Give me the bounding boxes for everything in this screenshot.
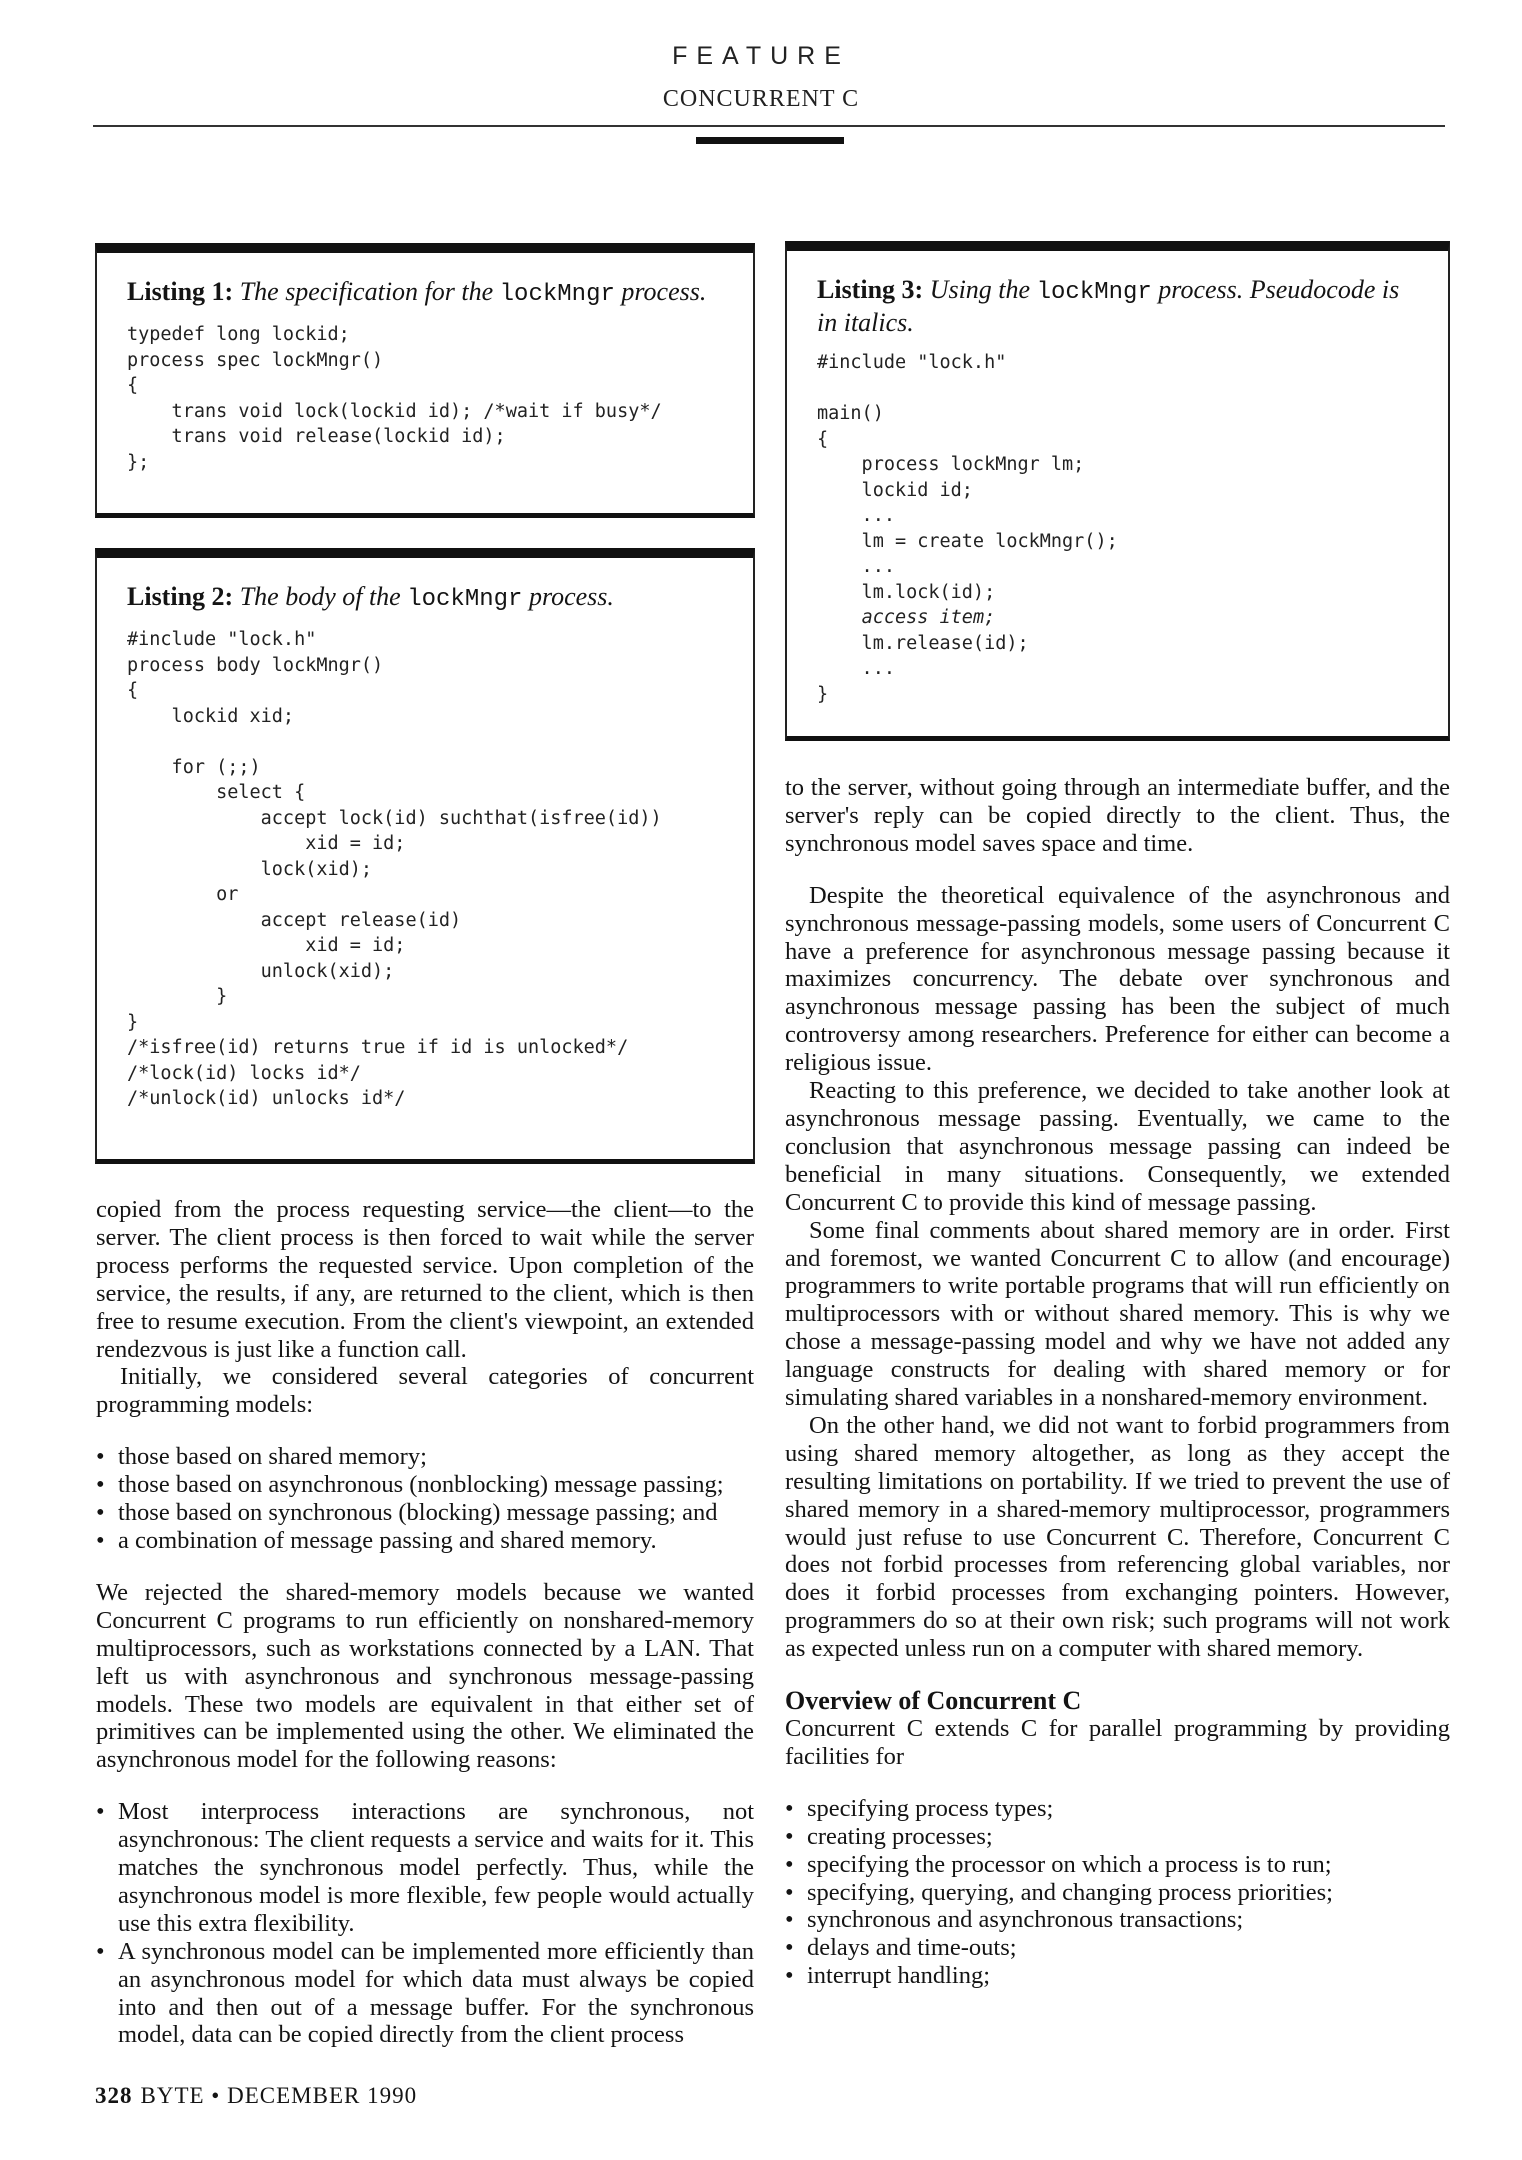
features-list (785, 1795, 1450, 1990)
listing-3-title (817, 275, 1420, 338)
left-column (96, 1196, 754, 2049)
listing-1 (95, 243, 755, 518)
list-item: • those based on asynchronous (nonblocking) message passing; (96, 1471, 754, 1499)
publication-line: BYTE • DECEMBER 1990 (140, 2083, 418, 2108)
left-paragraph-2: Initially, we considered several categories of concurrent programming models: (96, 1363, 754, 1419)
list-item: • creating processes; (785, 1823, 1450, 1851)
header-rule (93, 125, 1445, 127)
list-item: • A synchronous model can be implemented more efficiently than an asynchronous model for which data must always be copied into and then out of a message buffer. For the synchronous model, data can be copied directly from the client process (96, 1938, 754, 2050)
listing-2-desc: The body of the (239, 582, 401, 611)
right-paragraph-3: Reacting to this preference, we decided to take another look at asynchronous message passing. Eventually, we came to the conclusion that asynchronous message passing can indeed be beneficial in many situations. Consequently, we extended Concurrent C to provide this kind of message passing. (785, 1077, 1450, 1216)
listing-2-label: Listing 2: (127, 582, 234, 611)
listing-1-desc: The specification for the (239, 277, 494, 306)
right-paragraph-6: Concurrent C extends C for parallel programming by providing facilities for (785, 1715, 1450, 1770)
list-item: • those based on shared memory; (96, 1443, 754, 1471)
footer (95, 2083, 417, 2109)
listing-2-mono: lockMngr (407, 586, 523, 613)
listing-2 (95, 548, 755, 1164)
list-item: • specifying, querying, and changing process priorities; (785, 1879, 1450, 1907)
listing-1-mono: lockMngr (499, 281, 615, 308)
listing-3-mono: lockMngr (1036, 279, 1152, 306)
listing-1-code: typedef long lockid; process spec lockMngr() { trans void lock(lockid id); /*wait if busy*/ trans void release(lockid id); }; (127, 324, 662, 473)
listing-3 (785, 241, 1450, 741)
listing-3-desc-end: process. Pseudocode is in italics. (817, 275, 1400, 337)
header-feature: FEATURE (672, 42, 850, 70)
listing-3-code-part-b: lm.release(id); ... } (817, 632, 1029, 705)
listing-3-code (817, 350, 1420, 707)
section-heading: Overview of Concurrent C (785, 1686, 1082, 1716)
listing-3-desc: Using the (929, 275, 1031, 304)
header-accent-bar (696, 137, 844, 144)
listing-3-pseudocode: access item; (861, 607, 996, 628)
listing-1-title (127, 277, 725, 310)
right-paragraph-5: On the other hand, we did not want to forbid programmers from using shared memory altogether, as long as they accept the resulting limitations on portability. If we tried to prevent the use of shared memory in a shared-memory multiprocessor, programmers would just refuse to use Concurrent C. Therefore, Concurrent C does not forbid processes from referencing global variables, nor does it forbid processes from exchanging pointers. However, programmers do so at their own risk; such programs will not work as expected unless run on a computer with shared memory. (785, 1411, 1450, 1663)
left-paragraph-3: We rejected the shared-memory models because we wanted Concurrent C programs to run efficiently on nonshared-memory multiprocessors, such as workstations connected by a LAN. That left us with asynchronous and synchronous message-passing models. These two models are equivalent in that either set of primitives can be implemented using the other. We eliminated the asynchronous model for the following reasons: (96, 1578, 754, 1774)
listing-1-desc-end: process. (621, 277, 707, 306)
list-item: • specifying process types; (785, 1795, 1450, 1823)
list-item: • specifying the processor on which a process is to run; (785, 1851, 1450, 1879)
left-paragraph-1: copied from the process requesting service—the client—to the server. The client process is then forced to wait while the server process performs the requested service. Upon completion of the service, the results, if any, are returned to the client, which is then free to resume execution. From the client's viewpoint, an extended rendezvous is just like a function call. (96, 1196, 754, 1363)
listing-2-desc-end: process. (528, 582, 614, 611)
listing-1-label: Listing 1: (127, 277, 234, 306)
right-column (785, 774, 1450, 1990)
models-list (96, 1443, 754, 1555)
right-paragraph-1: to the server, without going through an intermediate buffer, and the server's reply can be copied directly to the client. Thus, the synchronous model saves space and time. (785, 774, 1450, 857)
page-number: 328 (95, 2083, 133, 2108)
listing-3-code-part-a: #include "lock.h" main() { process lockMngr lm; lockid id; ... lm = create lockMngr(); ... lm.lock(id); (817, 352, 1118, 603)
listing-2-code: #include "lock.h" process body lockMngr() { lockid xid; for (;;) select { accept lock(id) suchthat(isfree(id)) xid = id; lock(xid); or accept release(id) xid = id; unlock(xid); } } /*isfree(id) returns true if id is unlocked*/ /*lock(id) locks id*/ /*unlock(id) unlocks id*/ (127, 629, 662, 1109)
reasons-list (96, 1798, 754, 2049)
list-item: • those based on synchronous (blocking) message passing; and (96, 1499, 754, 1527)
list-item: • Most interprocess interactions are synchronous, not asynchronous: The client requests a service and waits for it. This matches the synchronous model perfectly. Thus, while the asynchronous model is more flexible, few people would actually use this extra flexibility. (96, 1798, 754, 1938)
list-item: • synchronous and asynchronous transactions; (785, 1906, 1450, 1934)
list-item: • a combination of message passing and shared memory. (96, 1527, 754, 1555)
listing-2-title (127, 582, 725, 615)
right-paragraph-4: Some final comments about shared memory are in order. First and foremost, we wanted Concurrent C to allow (and encourage) programmers to write portable programs that will run efficiently on multiprocessors with or without shared memory. This is why we chose a message-passing model and why we have not added any language constructs for dealing with shared memory or for simulating shared variables in a nonshared-memory environment. (785, 1216, 1450, 1412)
list-item: • delays and time-outs; (785, 1934, 1450, 1962)
header-section: CONCURRENT C (662, 86, 860, 112)
right-paragraph-2: Despite the theoretical equivalence of the asynchronous and synchronous message-passing models, some users of Concurrent C have a preference for asynchronous message passing because it maximizes concurrency. The debate over synchronous and asynchronous message passing has been the subject of much controversy among researchers. Preference for either can become a religious issue. (785, 881, 1450, 1077)
listing-3-label: Listing 3: (817, 275, 924, 304)
list-item: • interrupt handling; (785, 1962, 1450, 1990)
